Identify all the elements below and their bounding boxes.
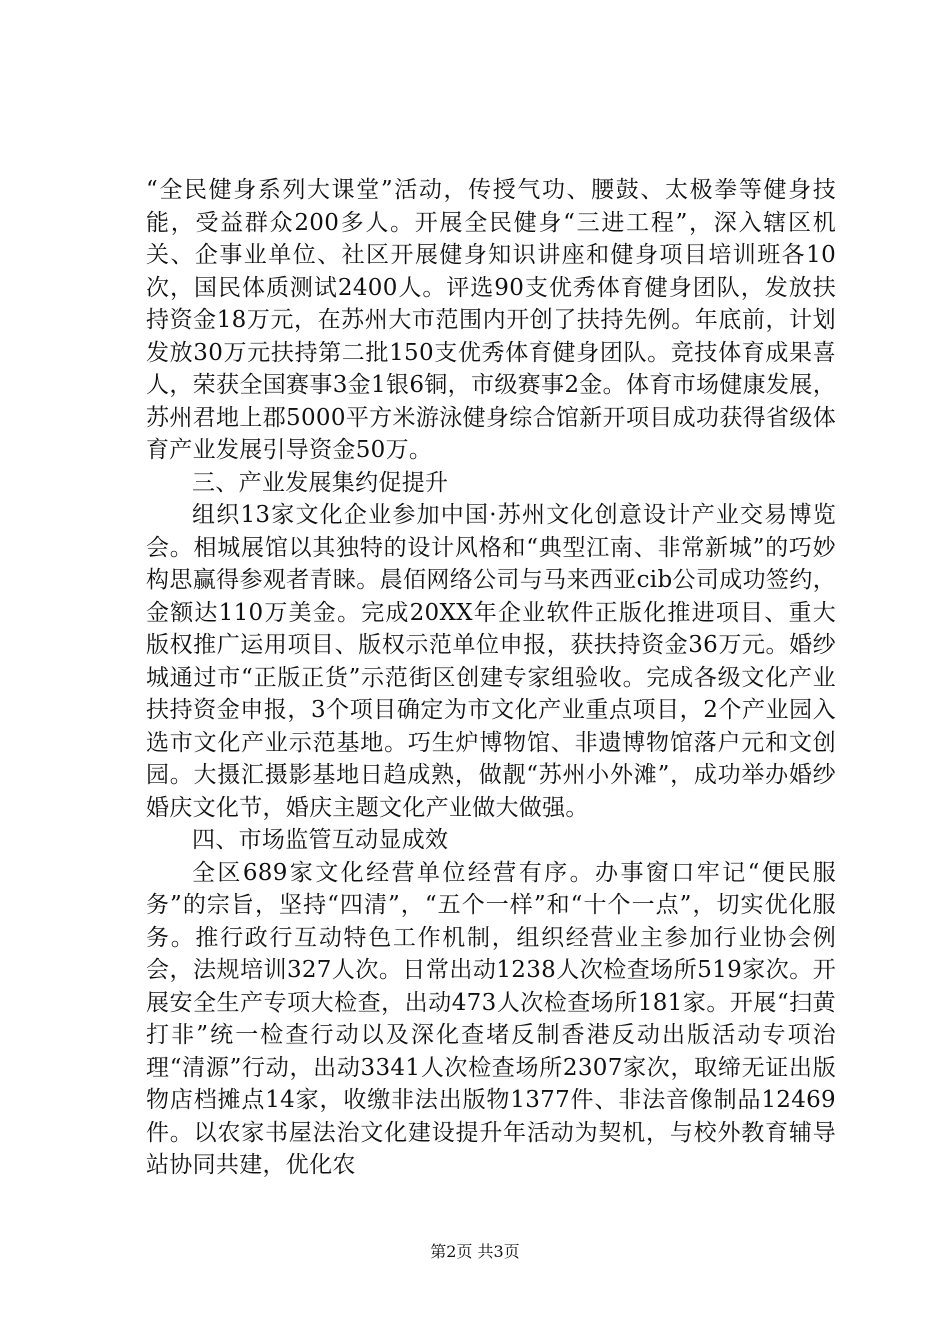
document-body [146, 174, 836, 1182]
section-heading-industry: 三、产业发展集约促提升 [192, 469, 449, 496]
paragraph-industry: 组织13家文化企业参加中国·苏州文化创意设计产业交易博览会。相城展馆以其独特的设计风格和“典型江南、非常新城”的巧妙构思赢得参观者青睐。晨佰网络公司与马来西亚cib公司成功签约，金额达110万美金。完成20XX年企业软件正版化推进项目、重大版权推广运用项目、版权示范单位申报，获扶持资金36万元。婚纱城通过市“正版正货”示范街区创建专家组验收。完成各级文化产业扶持资金申报，3个项目确定为市文化产业重点项目，2个产业园入选市文化产业示范基地。巧生炉博物馆、非遗博物馆落户元和文创园。大摄汇摄影基地日趋成熟，做靓“苏州小外滩”，成功举办婚纱婚庆文化节，婚庆主题文化产业做大做强。 [146, 502, 836, 821]
section-heading-market: 四、市场监管互动显成效 [192, 827, 449, 853]
paragraph-sports-continuation: “全民健身系列大课堂”活动，传授气功、腰鼓、太极拳等健身技能，受益群众200多人。开展全民健身“三进工程”，深入辖区机关、企事业单位、社区开展健身知识讲座和健身项目培训班各10次，国民体质测试2400人。评选90支优秀体育健身团队，发放扶持资金18万元，在苏州大市范围内开创了扶持先例。年底前，计划发放30万元扶持第二批150支优秀体育健身团队。竞技体育成果喜人，荣获全国赛事3金1银6铜，市级赛事2金。体育市场健康发展，苏州君地上郡5000平方米游泳健身综合馆新开项目成功获得省级体育产业发展引导资金50万。 [146, 177, 836, 463]
paragraph-market: 全区689家文化经营单位经营有序。办事窗口牢记“便民服务”的宗旨，坚持“四清”，“五个一样”和“十个一点”，切实优化服务。推行政行互动特色工作机制，组织经营业主参加行业协会例会，法规培训327人次。日常出动1238人次检查场所519家次。开展安全生产专项大检查，出动473人次检查场所181家。开展“扫黄打非”统一检查行动以及深化查堵反制香港反动出版活动专项治理“清源”行动，出动3341人次检查场所2307家次，取缔无证出版物店档摊点14家，收缴非法出版物1377件、非法音像制品12469件。以农家书屋法治文化建设提升年活动为契机，与校外教育辅导站协同共建，优化农 [146, 859, 836, 1178]
page-footer: 第2页 共3页 [430, 1242, 520, 1261]
